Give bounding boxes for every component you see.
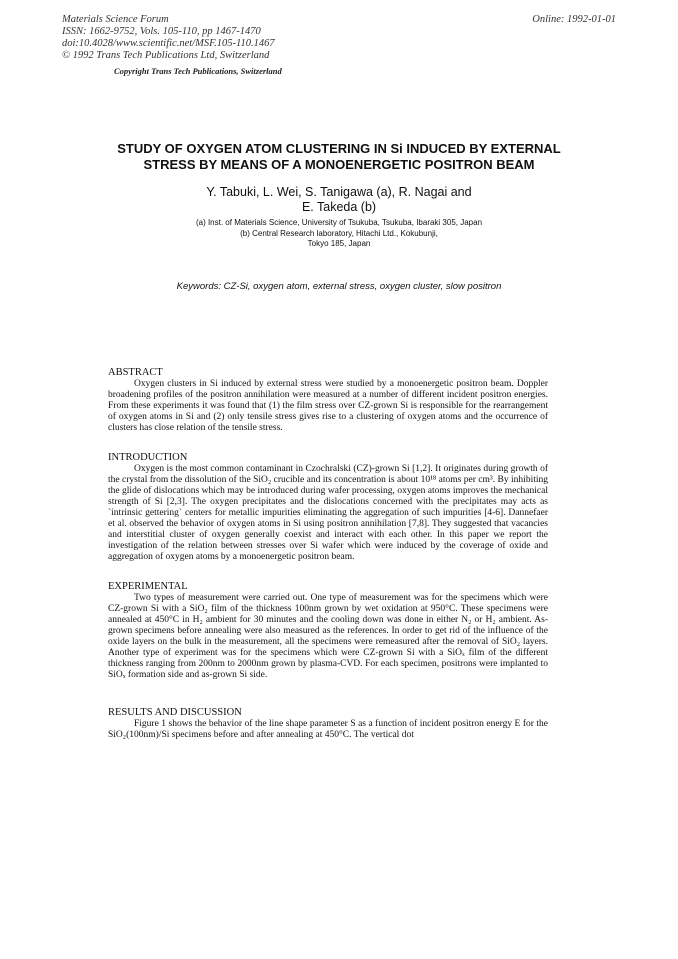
title-line-2: STRESS BY MEANS OF A MONOENERGETIC POSITRON BEAM [143,157,535,172]
experimental-section [108,581,548,681]
title-line-1: STUDY OF OXYGEN ATOM CLUSTERING IN Si INDUCED BY EXTERNAL [117,141,561,156]
affiliation-b: (b) Central Research laboratory, Hitachi Ltd., Kokubunji, [240,228,438,238]
abstract-body: Oxygen clusters in Si induced by external stress were studied by a monoenergetic positron beam. Doppler broadening profiles of the positron annihilation were measured at a number of different incident positron energies. From these experiments it was found that (1) the film stress over CZ-grown Si is responsible for the rearrangement of oxygen atoms in Si and (2) only tensile stress gives rise to a clustering of oxygen atoms and the occurrence of clusters has close relation of the tensile stress. [108,379,548,433]
results-body: Figure 1 shows the behavior of the line shape parameter S as a function of incident positron energy E for the SiO₂(100nm)/Si specimens before and after annealing at 450°C. The vertical dot [108,719,548,740]
rights-line: © 1992 Trans Tech Publications Ltd, Switzerland [62,50,270,61]
issn: ISSN: 1662-9752, Vols. 105-110, pp 1467-1470 [62,26,261,37]
introduction-body: Oxygen is the most common contaminant in Czochralski (CZ)-grown Si [1,2]. It originates during growth of the crystal from the dissolution of the SiO₂ crucible and its concentration is about 10¹⁸ atoms per cm³. By inhibiting the glide of dislocations which may be introduced during wafer processing, oxygen atoms improves the mechanical strength of Si [2,3]. The oxygen precipitates and the dislocations concerned with the precipitates may acts as `intrinsic gettering` centers for metallic impurities eliminating the aggregation of such impurities [4-6]. Dannefaer et al. observed the behavior of oxygen atoms in Si using positron annihilation [7,8]. They suggested that vacancies and interstitial cluster of oxygen generally coexist and interact with each other. In this paper we report the investigation of the relation between stresses over Si wafer which were induced by the coverage of oxide and aggregation of oxygen atoms by a monoenergetic positron beam. [108,464,548,562]
abstract-heading: ABSTRACT [108,367,163,378]
authors-line-2: E. Takeda (b) [301,200,377,214]
results-heading: RESULTS AND DISCUSSION [108,707,242,718]
online-date: Online: 1992-01-01 [532,14,616,25]
abstract-section [108,367,548,434]
introduction-heading: INTRODUCTION [108,452,188,463]
journal-name: Materials Science Forum [62,14,169,25]
affiliation-b-city: Tokyo 185, Japan [307,239,371,248]
copyright-notice: Copyright Trans Tech Publications, Switzerland [114,66,282,76]
journal-info [62,14,275,62]
results-section [108,707,548,741]
experimental-body: Two types of measurement were carried out. One type of measurement was for the specimens which were CZ-grown Si with a SiO₂ film of the thickness 100nm grown by wet oxidation at 950°C. These specimens were annealed at 450°C in H₂ ambient for 30 minutes and the cooling down was done in either N₂ or H₂ ambient. As-grown specimens before annealing were also measured as the references. In order to get rid of the influence of the oxide layers on the bulk in the measurement, all the specimens were remeasured after the removal of SiO₂ layers. Another type of experiment was for the specimens which were CZ-grown Si with a SiOₓ film of the different thickness ranging from 200nm to 2000nm grown by plasma-CVD. For each specimen, positrons were implanted to SiOₓ formation side and as-grown Si side. [108,593,548,680]
affiliations [140,218,538,250]
author-list [130,185,548,215]
keywords: Keywords: CZ-Si, oxygen atom, external stress, oxygen cluster, slow positron [176,281,502,292]
doi-link[interactable]: doi:10.4028/www.scientific.net/MSF.105-110.1467 [62,38,275,49]
authors-line-1: Y. Tabuki, L. Wei, S. Tanigawa (a), R. Nagai and [206,185,472,199]
affiliation-a: (a) Inst. of Materials Science, University of Tsukuba, Tsukuba, Ibaraki 305, Japan [195,218,483,227]
introduction-section [108,452,548,563]
experimental-heading: EXPERIMENTAL [108,581,188,592]
paper-title [96,141,582,173]
